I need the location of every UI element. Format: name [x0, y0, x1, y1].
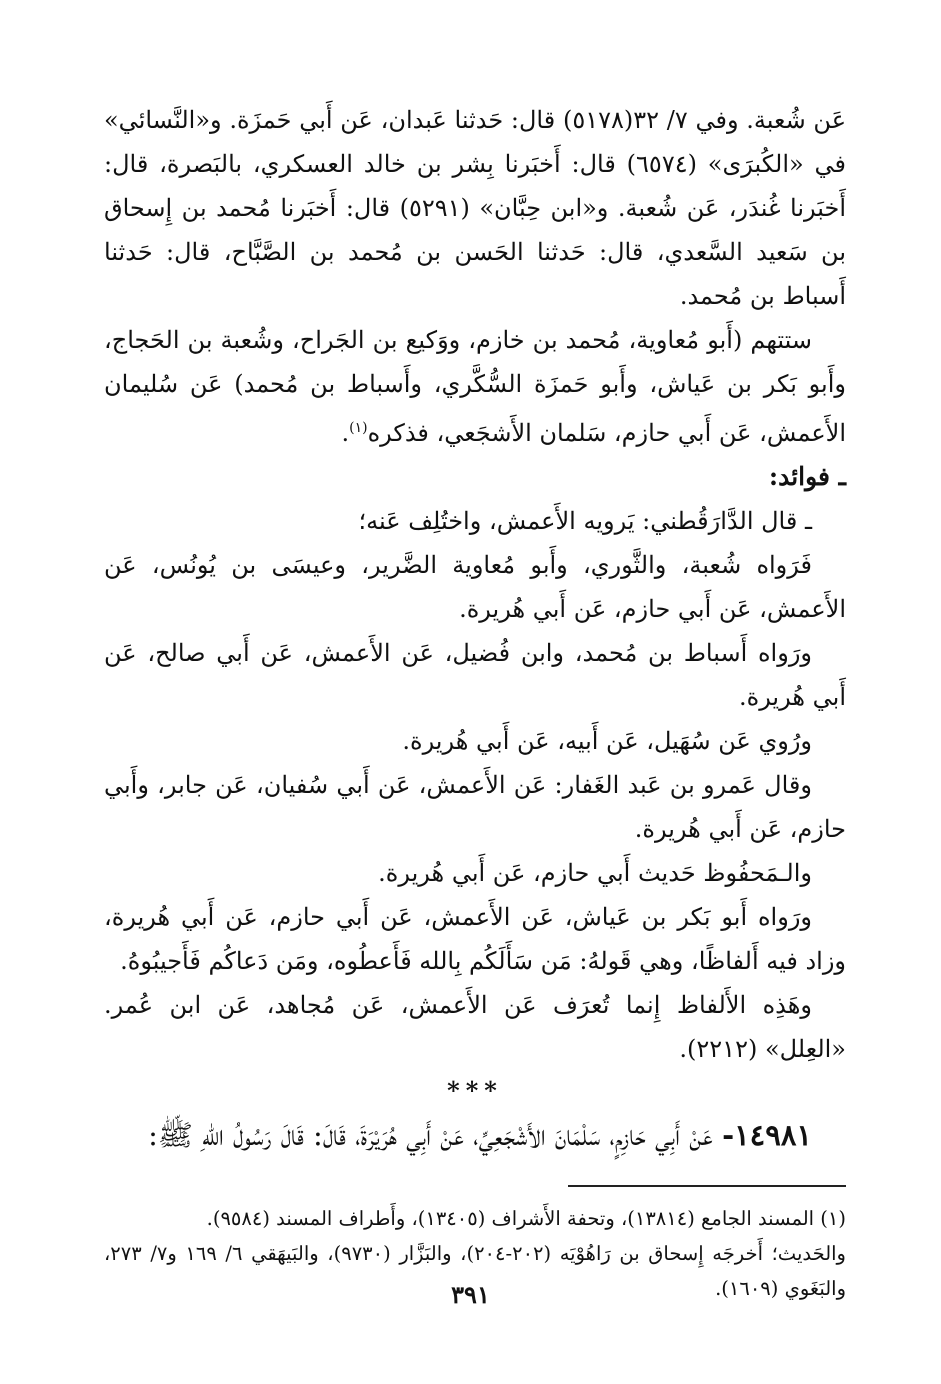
hadith-text: عَنْ أَبِي حَازِمٍ، سَلْمَانَ الأَشْجَعِيِّ، عَنْ أَبِي هُرَيْرَةَ، قَالَ: قَالَ رَسُولُ اللهِ ﷺ: [148, 1118, 713, 1152]
section-separator: *** [447, 1076, 503, 1105]
footnote-ref: (١) [349, 420, 368, 436]
benefits-heading: ـ فوائد: [768, 462, 846, 491]
paragraph-4: فَرَواه شُعبة، والثَّوري، وأَبو مُعاوية الضَّرير، وعيسَى بن يُونُس، عَن الأَعمش، عَن أَبي حازم، عَن أَبي هُريرة. [104, 551, 846, 623]
paragraph-7: وقال عَمرو بن عَبد الغَفار: عَن الأَعمش، عَن أَبي سُفيان، عَن جابر، وأَبي حازم، عَن أَبي هُريرة. [104, 771, 846, 843]
page-number: ٣٩١ [451, 1280, 490, 1309]
paragraph-daraqutni: ـ قال الدَّارَقُطني: يَرويه الأَعمش، واختُلِف عَنه؛ [358, 507, 812, 535]
paragraph-1: عَن شُعبة. وفي ٧/ ٣٢(٥١٧٨) قال: حَدثنا عَبدان، عَن أَبي حَمزَة. و«النَّسائي» في «الكُبرَى» (٦٥٧٤) قال: أَخبَرنا بِشر بن خالد العسكري، بالبَصرة، قال: أَخبَرنا غُندَر، عَن شُعبة. و«ابن حِبَّان» (٥٢٩١) قال: أَخبَرنا مُحمد بن إِسحاق بن سَعيد السَّعدي، قال: حَدثنا الحَسن بن مُحمد بن الصَّبَّاح، قال: حَدثنا أَسباط بن مُحمد. [104, 106, 847, 310]
paragraph-8: والـمَحفُوظ حَديث أَبي حازم، عَن أَبي هُريرة. [378, 859, 812, 887]
hadith-text-block [104, 1111, 846, 1159]
footnote-1: (١) المسند الجامع (١٣٨١٤)، وتحفة الأَشراف (١٣٤٠٥)، وأَطراف المسند (٩٥٨٤). [206, 1207, 846, 1230]
paragraph-2-period: . [341, 419, 350, 447]
paragraph-2 [104, 318, 846, 455]
paragraph-9: ورَواه أَبو بَكر بن عَياش، عَن الأَعمش، عَن أَبي حازم، عَن أَبي هُريرة، وزاد فيه أَلفاظًا، وهي قَولهُ: مَن سَأَلَكُم بِالله فَأَعطُوه، ومَن دَعاكُم فَأَجيبُوهُ. [104, 903, 846, 975]
paragraph-2-text: ستتهم (أَبو مُعاوية، مُحمد بن خازم، ووَكيع بن الجَراح، وشُعبة بن الحَجاج، وأَبو بَكر بن عَياش، وأَبو حَمزَة السُّكَّري، وأَسباط بن مُحمد) عَن سُليمان الأَعمش، عَن أَبي حازم، سَلمان الأَشجَعي، فذكره [104, 326, 846, 447]
main-text [104, 98, 846, 1111]
paragraph-10: وهَذِه الأَلفاظ إِنما تُعرَف عَن الأَعمش، عَن مُجاهد، عَن ابن عُمر. «العِلل» (٢٢١٢). [104, 991, 846, 1063]
footnote-2: والحَديث؛ أَخرجَه إِسحاق بن رَاهُوْيَه (٢٠٢-٢٠٤)، والبَزَّار (٩٧٣٠)، والبَيهَقي ٦/ ١٦٩ و٧/ ٢٧٣، والبَغَوي (١٦٠٩). [104, 1242, 846, 1300]
page-body [104, 98, 846, 1348]
paragraph-5: ورَواه أَسباط بن مُحمد، وابن فُضيل، عَن الأَعمش، عَن أَبي صالح، عَن أَبي هُريرة. [104, 639, 846, 711]
footnote-divider [568, 1185, 846, 1187]
paragraph-6: ورُوي عَن سُهَيل، عَن أَبيه، عَن أَبي هُريرة. [402, 727, 812, 755]
hadith-number: ١٤٩٨١- [722, 1118, 812, 1152]
